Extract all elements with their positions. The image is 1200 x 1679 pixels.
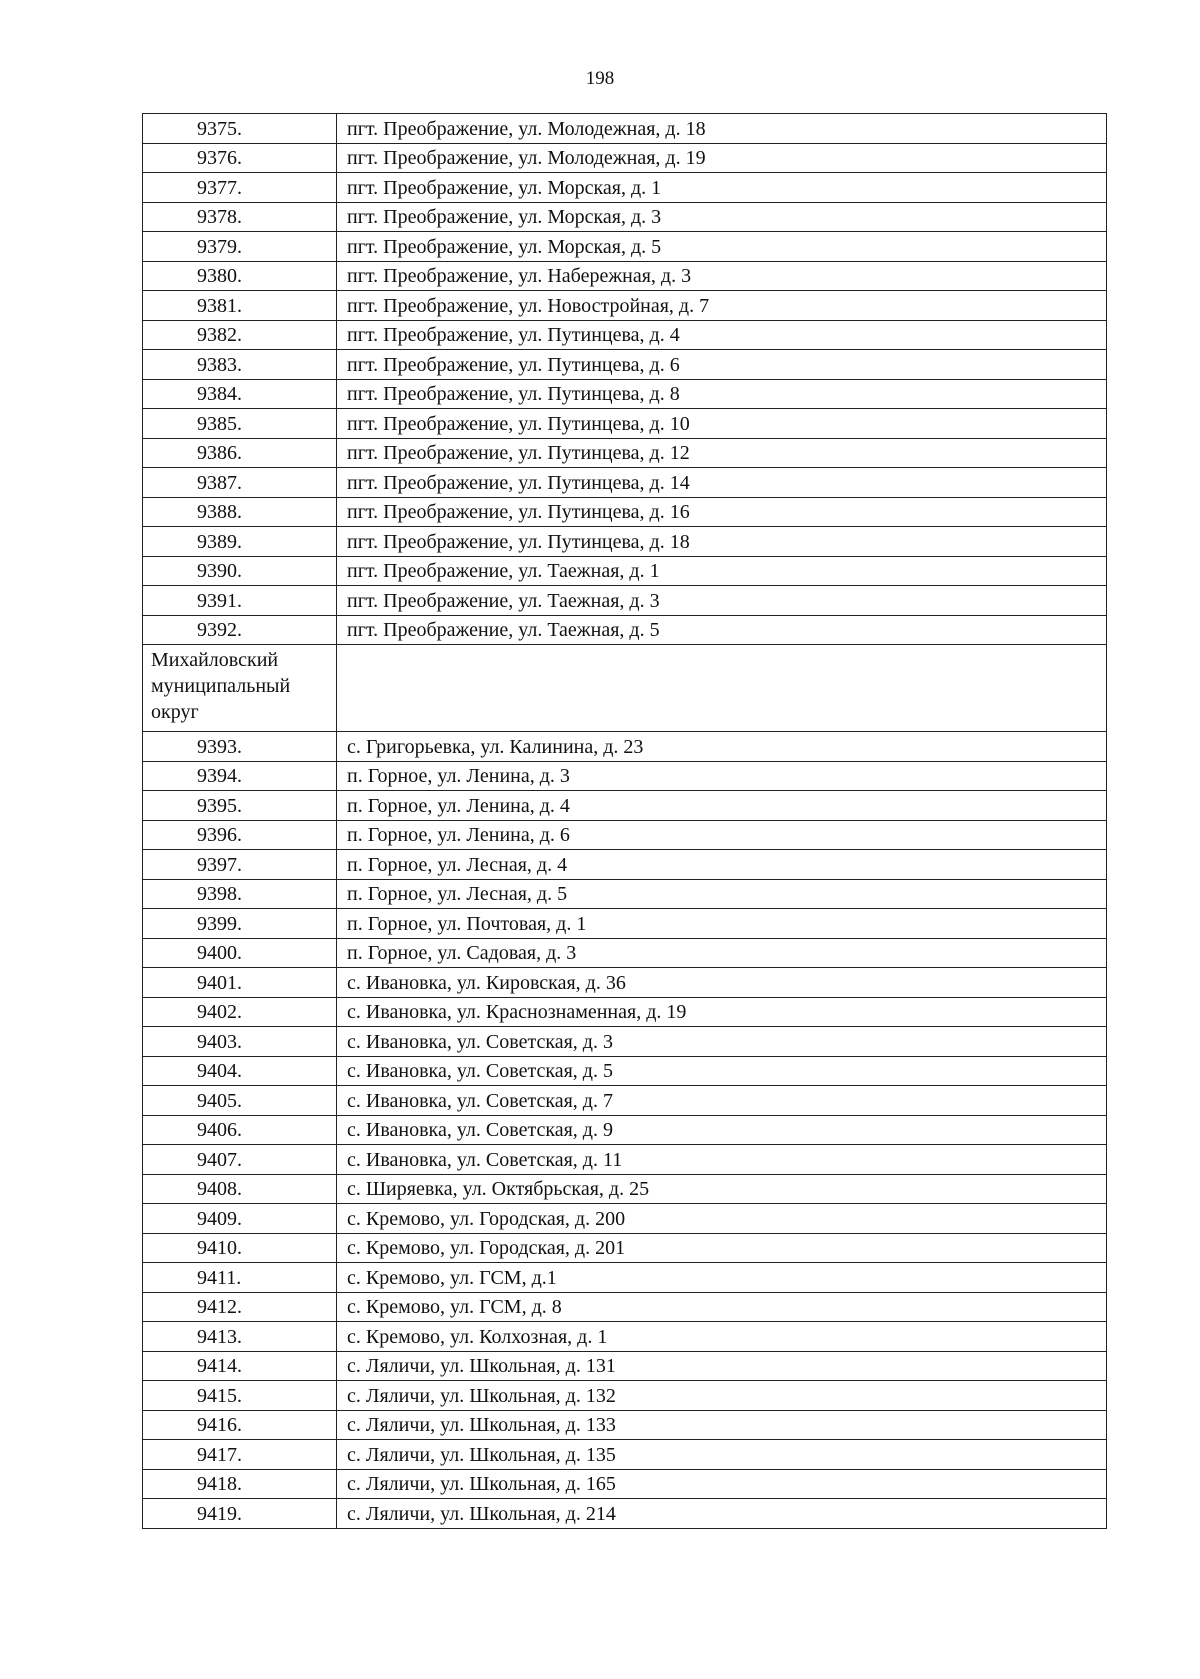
table-row — [143, 1351, 1107, 1381]
table-row — [143, 497, 1107, 527]
table-row — [143, 1499, 1107, 1529]
address-cell: пгт. Преображение, ул. Путинцева, д. 10 — [337, 409, 1107, 439]
address-cell: с. Ляличи, ул. Школьная, д. 131 — [337, 1351, 1107, 1381]
row-number-cell: 9411. — [143, 1263, 337, 1293]
address-cell: пгт. Преображение, ул. Таежная, д. 1 — [337, 556, 1107, 586]
table-row — [143, 320, 1107, 350]
table-row — [143, 909, 1107, 939]
row-number-cell: 9387. — [143, 468, 337, 498]
address-cell: с. Кремово, ул. Городская, д. 200 — [337, 1204, 1107, 1234]
address-cell: пгт. Преображение, ул. Новостройная, д. 7 — [337, 291, 1107, 321]
table-row — [143, 143, 1107, 173]
row-number-cell: 9389. — [143, 527, 337, 557]
table-row — [143, 438, 1107, 468]
row-number-cell: 9404. — [143, 1056, 337, 1086]
row-number-cell: 9410. — [143, 1233, 337, 1263]
address-cell: с. Ивановка, ул. Советская, д. 11 — [337, 1145, 1107, 1175]
row-number-cell: 9419. — [143, 1499, 337, 1529]
table-row — [143, 350, 1107, 380]
row-number-cell: 9412. — [143, 1292, 337, 1322]
table-row — [143, 820, 1107, 850]
table-row — [143, 1174, 1107, 1204]
page-number: 198 — [585, 68, 615, 89]
table-row — [143, 202, 1107, 232]
address-cell: п. Горное, ул. Ленина, д. 3 — [337, 761, 1107, 791]
address-cell: с. Ляличи, ул. Школьная, д. 132 — [337, 1381, 1107, 1411]
address-cell: с. Ивановка, ул. Советская, д. 7 — [337, 1086, 1107, 1116]
table-row — [143, 291, 1107, 321]
address-cell: пгт. Преображение, ул. Путинцева, д. 12 — [337, 438, 1107, 468]
table-body-bottom — [143, 732, 1107, 1529]
address-cell: пгт. Преображение, ул. Морская, д. 5 — [337, 232, 1107, 262]
row-number-cell: 9376. — [143, 143, 337, 173]
table-row — [143, 261, 1107, 291]
row-number-cell: 9382. — [143, 320, 337, 350]
table-row — [143, 527, 1107, 557]
row-number-cell: 9383. — [143, 350, 337, 380]
table-row — [143, 732, 1107, 762]
address-cell: с. Кремово, ул. ГСМ, д. 8 — [337, 1292, 1107, 1322]
row-number-cell: 9379. — [143, 232, 337, 262]
table-row — [143, 468, 1107, 498]
table-row — [143, 1056, 1107, 1086]
table-row — [143, 1086, 1107, 1116]
address-cell: п. Горное, ул. Лесная, д. 4 — [337, 850, 1107, 880]
row-number-cell: 9400. — [143, 938, 337, 968]
address-cell: с. Ляличи, ул. Школьная, д. 165 — [337, 1469, 1107, 1499]
table-row — [143, 1145, 1107, 1175]
table-row — [143, 379, 1107, 409]
address-cell: с. Кремово, ул. Городская, д. 201 — [337, 1233, 1107, 1263]
address-cell: с. Ивановка, ул. Советская, д. 5 — [337, 1056, 1107, 1086]
table-row — [143, 1027, 1107, 1057]
table-row — [143, 997, 1107, 1027]
row-number-cell: 9399. — [143, 909, 337, 939]
table-body-top — [143, 114, 1107, 645]
section-label-cell — [143, 645, 337, 732]
address-table — [142, 113, 1107, 1529]
table-row — [143, 1322, 1107, 1352]
row-number-cell: 9416. — [143, 1410, 337, 1440]
row-number-cell: 9395. — [143, 791, 337, 821]
row-number-cell: 9398. — [143, 879, 337, 909]
table-row — [143, 879, 1107, 909]
address-cell: пгт. Преображение, ул. Путинцева, д. 14 — [337, 468, 1107, 498]
row-number-cell: 9384. — [143, 379, 337, 409]
row-number-cell: 9407. — [143, 1145, 337, 1175]
row-number-cell: 9390. — [143, 556, 337, 586]
row-number-cell: 9406. — [143, 1115, 337, 1145]
table-row — [143, 1115, 1107, 1145]
address-cell: пгт. Преображение, ул. Путинцева, д. 8 — [337, 379, 1107, 409]
row-number-cell: 9415. — [143, 1381, 337, 1411]
address-cell: с. Ляличи, ул. Школьная, д. 135 — [337, 1440, 1107, 1470]
row-number-cell: 9405. — [143, 1086, 337, 1116]
row-number-cell: 9408. — [143, 1174, 337, 1204]
table-row — [143, 1263, 1107, 1293]
address-cell: с. Ширяевка, ул. Октябрьская, д. 25 — [337, 1174, 1107, 1204]
address-cell: пгт. Преображение, ул. Морская, д. 1 — [337, 173, 1107, 203]
address-cell: с. Григорьевка, ул. Калинина, д. 23 — [337, 732, 1107, 762]
address-cell: п. Горное, ул. Лесная, д. 5 — [337, 879, 1107, 909]
table-row — [143, 1381, 1107, 1411]
row-number-cell: 9393. — [143, 732, 337, 762]
table-row — [143, 1233, 1107, 1263]
address-cell: пгт. Преображение, ул. Морская, д. 3 — [337, 202, 1107, 232]
address-cell: с. Кремово, ул. ГСМ, д.1 — [337, 1263, 1107, 1293]
address-cell: с. Ивановка, ул. Кировская, д. 36 — [337, 968, 1107, 998]
table-row — [143, 1469, 1107, 1499]
table-row — [143, 1292, 1107, 1322]
table-row — [143, 232, 1107, 262]
row-number-cell: 9396. — [143, 820, 337, 850]
address-cell: с. Кремово, ул. Колхозная, д. 1 — [337, 1322, 1107, 1352]
address-cell: пгт. Преображение, ул. Набережная, д. 3 — [337, 261, 1107, 291]
address-cell: пгт. Преображение, ул. Путинцева, д. 6 — [337, 350, 1107, 380]
table-section — [143, 645, 1107, 732]
table-row — [143, 968, 1107, 998]
address-cell: с. Ляличи, ул. Школьная, д. 133 — [337, 1410, 1107, 1440]
address-cell: п. Горное, ул. Ленина, д. 6 — [337, 820, 1107, 850]
row-number-cell: 9417. — [143, 1440, 337, 1470]
row-number-cell: 9402. — [143, 997, 337, 1027]
row-number-cell: 9385. — [143, 409, 337, 439]
table-row — [143, 586, 1107, 616]
table-row — [143, 1440, 1107, 1470]
section-empty-cell — [337, 645, 1107, 732]
row-number-cell: 9381. — [143, 291, 337, 321]
table-row — [143, 791, 1107, 821]
section-label-line: округ — [151, 701, 199, 723]
address-cell: пгт. Преображение, ул. Путинцева, д. 18 — [337, 527, 1107, 557]
row-number-cell: 9394. — [143, 761, 337, 791]
address-cell: с. Ивановка, ул. Советская, д. 9 — [337, 1115, 1107, 1145]
table-row — [143, 1204, 1107, 1234]
row-number-cell: 9377. — [143, 173, 337, 203]
address-cell: с. Ивановка, ул. Краснознаменная, д. 19 — [337, 997, 1107, 1027]
address-cell: пгт. Преображение, ул. Таежная, д. 3 — [337, 586, 1107, 616]
address-cell: пгт. Преображение, ул. Молодежная, д. 18 — [337, 114, 1107, 144]
row-number-cell: 9409. — [143, 1204, 337, 1234]
address-cell: п. Горное, ул. Ленина, д. 4 — [337, 791, 1107, 821]
table-row — [143, 556, 1107, 586]
address-cell: пгт. Преображение, ул. Путинцева, д. 16 — [337, 497, 1107, 527]
address-cell: с. Ивановка, ул. Советская, д. 3 — [337, 1027, 1107, 1057]
row-number-cell: 9380. — [143, 261, 337, 291]
row-number-cell: 9375. — [143, 114, 337, 144]
row-number-cell: 9397. — [143, 850, 337, 880]
table-row — [143, 173, 1107, 203]
row-number-cell: 9391. — [143, 586, 337, 616]
row-number-cell: 9388. — [143, 497, 337, 527]
row-number-cell: 9403. — [143, 1027, 337, 1057]
row-number-cell: 9386. — [143, 438, 337, 468]
table-row — [143, 114, 1107, 144]
address-cell: п. Горное, ул. Садовая, д. 3 — [337, 938, 1107, 968]
row-number-cell: 9378. — [143, 202, 337, 232]
address-cell: с. Ляличи, ул. Школьная, д. 214 — [337, 1499, 1107, 1529]
row-number-cell: 9418. — [143, 1469, 337, 1499]
address-cell: пгт. Преображение, ул. Молодежная, д. 19 — [337, 143, 1107, 173]
table-row — [143, 409, 1107, 439]
table-row — [143, 615, 1107, 645]
address-cell: пгт. Преображение, ул. Таежная, д. 5 — [337, 615, 1107, 645]
row-number-cell: 9414. — [143, 1351, 337, 1381]
row-number-cell: 9392. — [143, 615, 337, 645]
section-label-line: Михайловский — [151, 649, 279, 671]
table-row — [143, 938, 1107, 968]
address-cell: пгт. Преображение, ул. Путинцева, д. 4 — [337, 320, 1107, 350]
row-number-cell: 9401. — [143, 968, 337, 998]
table-row — [143, 1410, 1107, 1440]
section-label-line: муниципальный — [151, 675, 291, 697]
table-row — [143, 761, 1107, 791]
row-number-cell: 9413. — [143, 1322, 337, 1352]
address-cell: п. Горное, ул. Почтовая, д. 1 — [337, 909, 1107, 939]
section-row — [143, 645, 1107, 732]
table-row — [143, 850, 1107, 880]
